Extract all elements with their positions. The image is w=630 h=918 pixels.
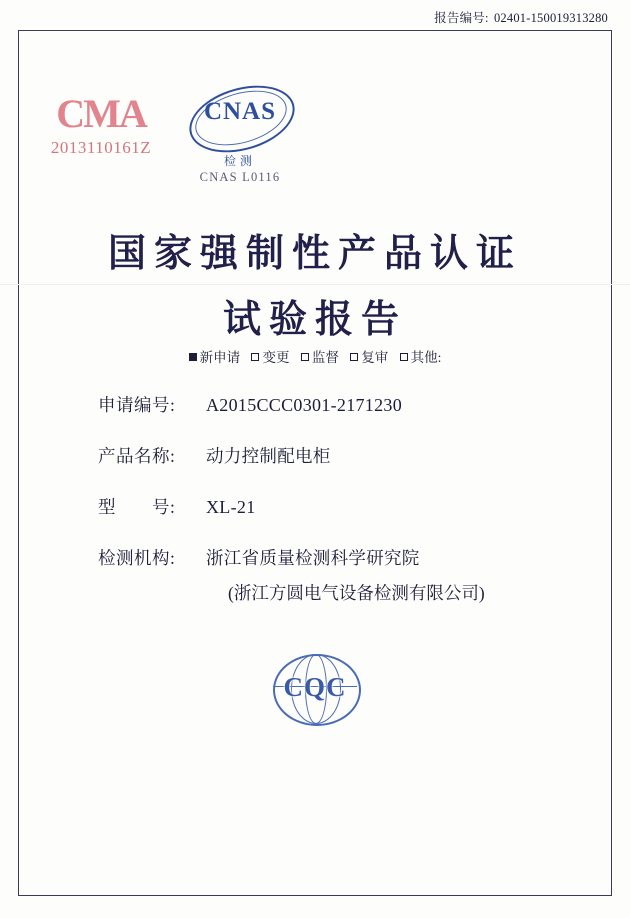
field-label-product-name: 产品名称: [98,446,176,466]
checkbox-label-supervision: 监督 [311,350,339,365]
field-testing-organization [98,545,538,570]
checkbox-option-review[interactable] [350,350,388,365]
cma-mark-text: CMA [56,91,146,136]
cma-code: 2013110161Z [50,138,152,157]
checkbox-label-new: 新申请 [199,350,241,365]
checkbox-icon-change[interactable] [251,353,259,361]
report-fields [98,392,538,629]
field-label-model: 型 号: [98,497,176,517]
page-subtitle: 试验报告 [222,299,407,341]
cnas-ellipse-icon [184,82,296,154]
field-value-testing-organization-line2: (浙江方圆电气设备检测有限公司) [228,583,485,603]
checkbox-label-change: 变更 [262,350,290,365]
checkbox-label-other: 其他: [410,350,442,365]
checkbox-icon-new[interactable] [189,353,197,361]
page-title: 国家强制性产品认证 [107,233,522,275]
cnas-mark-text: CNAS [203,98,277,125]
field-value-application-number: A2015CCC0301-2171230 [206,395,403,415]
report-number [434,8,608,26]
cqc-seal-icon [265,650,365,730]
checkbox-label-review: 复审 [361,350,389,365]
scan-artifact-line [0,284,630,285]
cqc-letters: CQC [283,672,347,702]
checkbox-option-new[interactable] [189,350,241,365]
field-value-model: XL-21 [206,497,256,517]
accreditation-logos [0,82,630,192]
checkbox-option-other[interactable] [400,350,442,365]
checkbox-icon-other[interactable] [400,353,408,361]
field-application-number [98,392,538,417]
field-label-application-number: 申请编号: [98,395,176,415]
field-model [98,494,538,519]
report-number-value: 02401-150019313280 [493,11,608,25]
checkbox-icon-supervision[interactable] [301,353,309,361]
cnas-logo [180,82,300,185]
field-value-product-name: 动力控制配电柜 [206,446,331,466]
field-value-testing-organization: 浙江省质量检测科学研究院 [206,548,420,568]
checkbox-icon-review[interactable] [350,353,358,361]
cnas-sub-code: CNAS L0116 [199,170,281,184]
cma-logo [36,92,166,158]
report-number-label: 报告编号: [434,11,489,25]
cnas-sub-cn: 检测 [223,154,256,168]
field-product-name [98,443,538,468]
checkbox-option-supervision[interactable] [301,350,339,365]
checkbox-option-change[interactable] [251,350,289,365]
application-type-checkboxes [0,346,630,366]
field-label-testing-organization: 检测机构: [98,548,176,568]
cma-mark-icon [54,92,148,136]
